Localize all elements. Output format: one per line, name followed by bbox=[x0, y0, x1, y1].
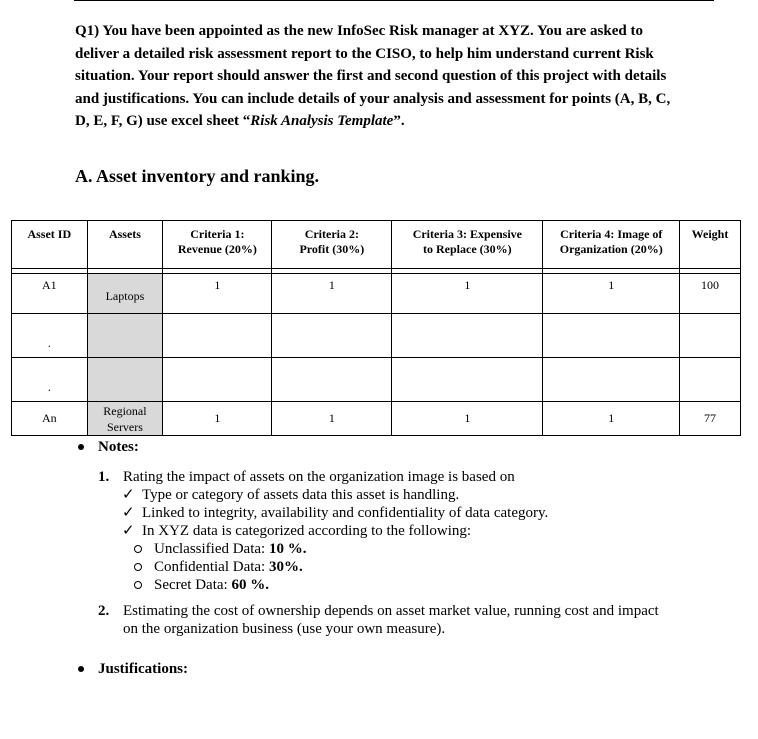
circle-bullet-icon bbox=[134, 581, 142, 589]
bullet-icon bbox=[78, 444, 84, 450]
list-item: ✓ Linked to integrity, availability and confidentiality of data category. bbox=[122, 505, 549, 521]
header-asset-id: Asset ID bbox=[12, 221, 88, 269]
cell-weight: 77 bbox=[680, 402, 741, 436]
table-row bbox=[12, 402, 741, 436]
table-row bbox=[12, 274, 741, 314]
cell-criteria-4 bbox=[543, 358, 680, 402]
cell-criteria-4: 1 bbox=[543, 274, 680, 314]
cell-criteria-1 bbox=[163, 358, 272, 402]
cell-weight: 100 bbox=[680, 274, 741, 314]
cell-criteria-2 bbox=[272, 358, 392, 402]
justifications-bullet bbox=[78, 658, 718, 680]
header-criteria-2: Criteria 2: Profit (30%) bbox=[272, 221, 392, 269]
notes-bullet bbox=[78, 436, 718, 458]
cell-criteria-2 bbox=[272, 314, 392, 358]
cell-asset: Regional Servers bbox=[87, 402, 163, 436]
notes-label: Notes: bbox=[98, 438, 139, 455]
cell-criteria-4 bbox=[543, 314, 680, 358]
checkmark-icon: ✓ bbox=[122, 505, 135, 521]
cell-criteria-4: 1 bbox=[543, 402, 680, 436]
checkmark-icon: ✓ bbox=[122, 487, 135, 503]
bullet-icon bbox=[78, 666, 84, 672]
cell-criteria-2: 1 bbox=[272, 402, 392, 436]
circle-bullet-icon bbox=[134, 545, 142, 553]
list-item: Secret Data: 60 %. bbox=[134, 576, 718, 594]
table-row bbox=[12, 358, 741, 402]
list-item: Confidential Data: 30%. bbox=[134, 558, 718, 576]
cell-asset-id: A1 bbox=[12, 274, 88, 314]
table-row bbox=[12, 314, 741, 358]
cell-criteria-3: 1 bbox=[392, 402, 543, 436]
list-item: ✓ In XYZ data is categorized according to the following: bbox=[122, 523, 472, 539]
checkmark-icon: ✓ bbox=[122, 523, 135, 539]
list-item: ✓ Type or category of assets data this asset is handling. bbox=[122, 487, 460, 503]
cell-asset bbox=[87, 314, 163, 358]
cell-criteria-3 bbox=[392, 358, 543, 402]
header-weight: Weight bbox=[680, 221, 741, 269]
header-assets: Assets bbox=[87, 221, 163, 269]
cell-asset-id: . bbox=[12, 314, 88, 358]
cell-asset-id: An bbox=[12, 402, 88, 436]
cell-criteria-1: 1 bbox=[163, 274, 272, 314]
table-header-row bbox=[12, 221, 741, 269]
cell-criteria-1 bbox=[163, 314, 272, 358]
cell-asset: Laptops bbox=[87, 274, 163, 314]
note-item-1: 1. Rating the impact of assets on the organization image is based on bbox=[98, 469, 515, 485]
section-a-heading: A. Asset inventory and ranking. bbox=[75, 166, 320, 186]
question-intro: Q1) You have been appointed as the new InfoSec Risk manager at XYZ. You are asked to deliver a detailed risk assessment report to the CISO, to help him understand current Risk situation. Your report should answer the first and second question of this project with details and justifications. You can include details of your analysis and assessment for points (A, B, C, D, E, F, G) use excel sheet “Risk Analysis Template”. bbox=[75, 23, 671, 129]
circle-bullet-icon bbox=[134, 563, 142, 571]
cell-criteria-1: 1 bbox=[163, 402, 272, 436]
top-rule bbox=[74, 0, 714, 1]
note-item-2: 2. Estimating the cost of ownership depends on asset market value, running cost and impact on the organization business (use your own measure). bbox=[98, 603, 659, 637]
cell-weight bbox=[680, 314, 741, 358]
asset-ranking-table bbox=[11, 220, 741, 436]
list-item: Unclassified Data: 10 %. bbox=[134, 540, 718, 558]
header-criteria-1: Criteria 1: Revenue (20%) bbox=[163, 221, 272, 269]
header-criteria-3: Criteria 3: Expensive to Replace (30%) bbox=[392, 221, 543, 269]
header-criteria-4: Criteria 4: Image of Organization (20%) bbox=[543, 221, 680, 269]
cell-weight bbox=[680, 358, 741, 402]
cell-criteria-3 bbox=[392, 314, 543, 358]
cell-criteria-3: 1 bbox=[392, 274, 543, 314]
notes-section bbox=[78, 436, 718, 680]
cell-criteria-2: 1 bbox=[272, 274, 392, 314]
cell-asset bbox=[87, 358, 163, 402]
justifications-label: Justifications: bbox=[98, 660, 188, 677]
cell-asset-id: . bbox=[12, 358, 88, 402]
